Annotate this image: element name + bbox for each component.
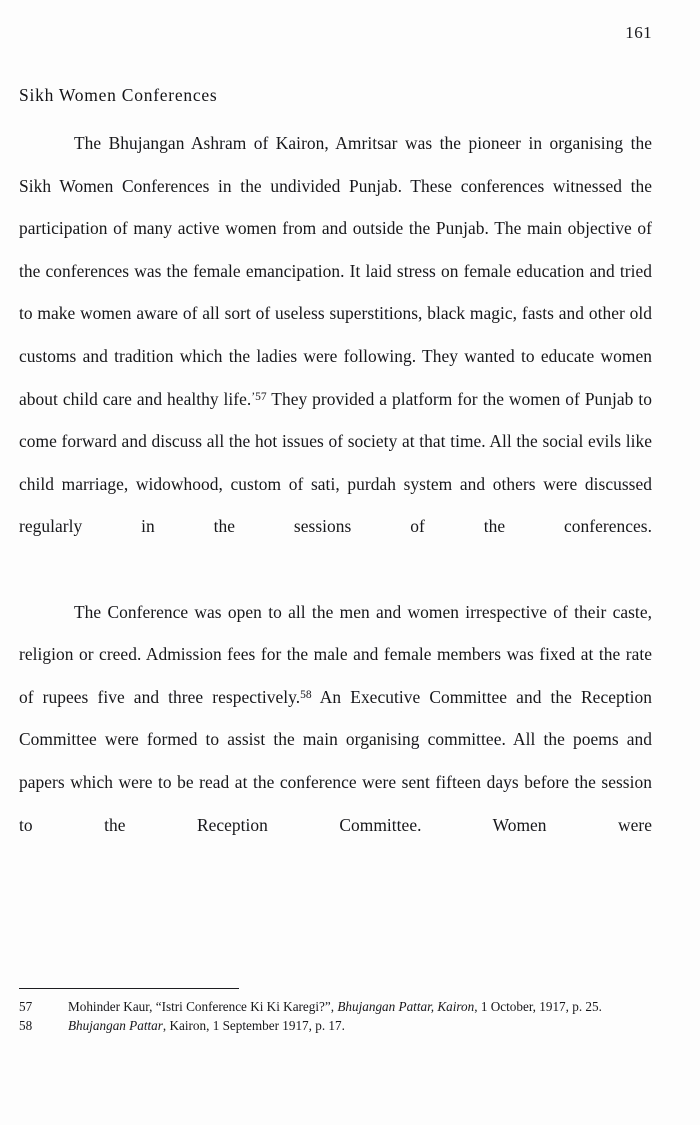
section-heading: Sikh Women Conferences (19, 85, 218, 105)
footnote-title-italic: Bhujangan Pattar (68, 1017, 163, 1033)
footnote-entry (19, 998, 652, 1016)
footnote-number: 58 (19, 1017, 33, 1033)
footnote-separator-rule (19, 988, 239, 989)
footnote-reference[interactable]: ’57 (251, 390, 267, 403)
footnote-title-italic: Bhujangan Pattar, Kairon (337, 999, 475, 1014)
page-number: 161 (625, 23, 652, 42)
footnote-number: 57 (19, 999, 33, 1014)
footnote-reference[interactable]: 58 (300, 688, 312, 701)
body-text-column (19, 82, 652, 889)
footnote-text: Mohinder Kaur, “Istri Conference Ki Ki Karegi?”, Bhujangan Pattar, Kairon, 1 October, 1917, p. 25. (68, 999, 602, 1014)
footnote-area (19, 988, 652, 1034)
footnote-text: Bhujangan Pattar, Kairon, 1 September 1917, p. 17. (68, 1017, 345, 1033)
footnote-entry (19, 1017, 652, 1035)
paragraph-1: The Bhujangan Ashram of Kairon, Amritsar was the pioneer in organising the Sikh Women Conferences in the undivided Punjab. These conferences witnessed the participation of many active women from and outside the Punjab. The main objective of the conferences was the female emancipation. It laid stress on female education and tried to make women aware of all sort of useless superstitions, black magic, fasts and other old customs and tradition which the ladies were following. They wanted to educate women about child care and healthy life.$^{’57}$ They provided a platform for the women of Punjab to come forward and discuss all the hot issues of society at that time. All the social evils like child marriage, widowhood, custom of sati, purdah system and others were discussed regularly in the sessions of the conferences. (19, 133, 652, 537)
paragraph-2: The Conference was open to all the men and women irrespective of their caste, religion or creed. Admission fees for the male and female members was fixed at the rate of rupees five and three respectively.$^{58}$ An Executive Committee and the Reception Committee were formed to assist the main organising committee. All the poems and papers which were to be read at the conference were sent fifteen days before the session to the Reception Committee. Women were (19, 601, 652, 835)
